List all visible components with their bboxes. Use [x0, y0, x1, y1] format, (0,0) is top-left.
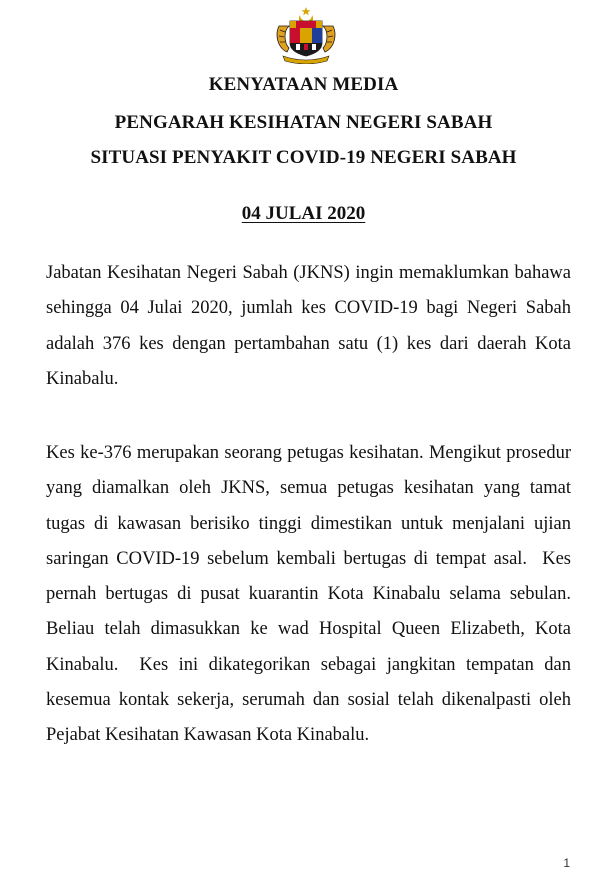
- page-number: 1: [563, 856, 570, 870]
- title-line-2: PENGARAH KESIHATAN NEGERI SABAH: [114, 112, 493, 133]
- statement-date: 04 JULAI 2020: [241, 203, 366, 224]
- body-paragraph-2: Kes ke-376 merupakan seorang petugas kesihatan. Mengikut prosedur yang diamalkan oleh JKNS, semua petugas kesihatan yang tamat tugas di kawasan berisiko tinggi dimestikan untuk menjalani ujian saringan COVID-19 sebelum kembali bertugas di tempat asal. Kes pernah bertugas di pusat kuarantin Kota Kinabalu selama sebulan. Beliau telah dimasukkan ke wad Hospital Queen Elizabeth, Kota Kinabalu. Kes ini dikategorikan sebagai jangkitan tempatan dan kesemua kontak sekerja, serumah dan sosial telah dikenalpasti oleh Pejabat Kesihatan Kawasan Kota Kinabalu.: [46, 443, 581, 746]
- title-line-3: SITUASI PENYAKIT COVID-19 NEGERI SABAH: [90, 147, 517, 168]
- title-line-1: KENYATAAN MEDIA: [208, 74, 399, 95]
- malaysia-coat-of-arms-icon: [271, 6, 341, 64]
- body-paragraph-1: Jabatan Kesihatan Negeri Sabah (JKNS) ingin memaklumkan bahawa sehingga 04 Julai 2020, jumlah kes COVID-19 bagi Negeri Sabah adalah 376 kes dengan pertambahan satu (1) kes dari daerah Kota Kinabalu.: [46, 263, 576, 389]
